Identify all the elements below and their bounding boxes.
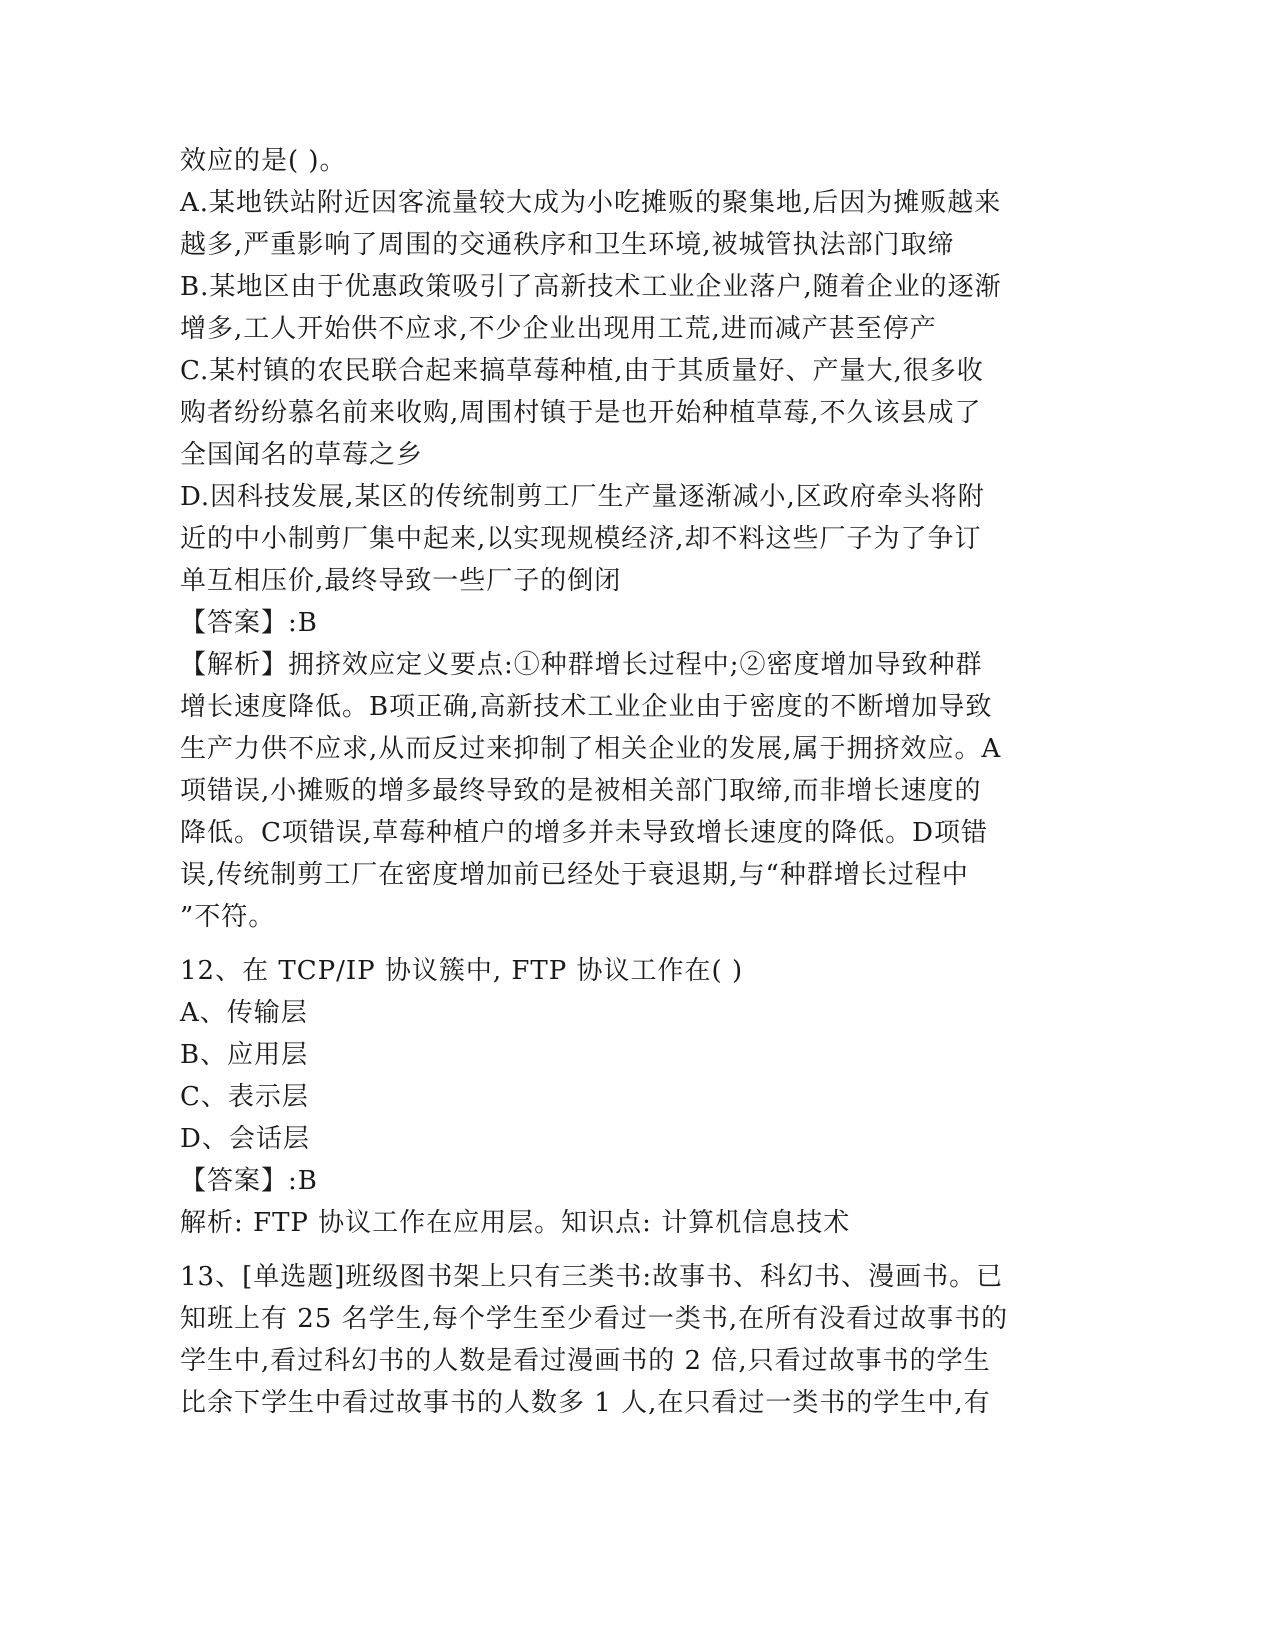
section-gap bbox=[180, 938, 1040, 950]
section-gap bbox=[180, 1244, 1040, 1256]
q13-line-3: 学生中,看过科幻书的人数是看过漫画书的 2 倍,只看过故事书的学生 bbox=[180, 1346, 991, 1376]
q11-option-a-line-2: 越多,严重影响了周围的交通秩序和卫生环境,被城管执法部门取缔 bbox=[180, 230, 955, 260]
page-content bbox=[180, 140, 1040, 1424]
q12-analysis: 解析: FTP 协议工作在应用层。知识点: 计算机信息技术 bbox=[180, 1208, 851, 1238]
q11-option-b-line-2: 增多,工人开始供不应求,不少企业出现用工荒,进而减产甚至停产 bbox=[180, 314, 937, 344]
q11-analysis-line-2: 增长速度降低。B项正确,高新技术工业企业由于密度的不断增加导致 bbox=[180, 692, 993, 722]
q11-stem-tail: 效应的是( )。 bbox=[180, 146, 347, 176]
q11-option-d-line-1: D.因科技发展,某区的传统制剪工厂生产量逐渐减小,区政府牵头将附 bbox=[180, 482, 985, 512]
q12-option-b: B、应用层 bbox=[180, 1040, 309, 1070]
q12-option-a: A、传输层 bbox=[180, 998, 308, 1028]
q11-option-a-line-1: A.某地铁站附近因客流量较大成为小吃摊贩的聚集地,后因为摊贩越来 bbox=[180, 188, 1002, 218]
q11-option-c-line-2: 购者纷纷慕名前来收购,周围村镇于是也开始种植草莓,不久该县成了 bbox=[180, 398, 982, 428]
q11-analysis-line-7: ”不符。 bbox=[180, 902, 276, 932]
q11-analysis-line-5: 降低。C项错误,草莓种植户的增多并未导致增长速度的降低。D项错 bbox=[180, 818, 989, 848]
q12-option-d: D、会话层 bbox=[180, 1124, 310, 1154]
q12-answer: 【答案】:B bbox=[180, 1166, 318, 1196]
q13-line-2: 知班上有 25 名学生,每个学生至少看过一类书,在所有没看过故事书的 bbox=[180, 1304, 1009, 1334]
q12-option-c: C、表示层 bbox=[180, 1082, 309, 1112]
q11-option-c-line-1: C.某村镇的农民联合起来搞草莓种植,由于其质量好、产量大,很多收 bbox=[180, 356, 984, 386]
q12-stem: 12、在 TCP/IP 协议簇中, FTP 协议工作在( ) bbox=[180, 956, 744, 986]
q11-analysis-line-1: 【解析】拥挤效应定义要点:①种群增长过程中;②密度增加导致种群 bbox=[180, 650, 983, 680]
q13-line-4: 比余下学生中看过故事书的人数多 1 人,在只看过一类书的学生中,有 bbox=[180, 1388, 991, 1418]
q11-option-d-line-2: 近的中小制剪厂集中起来,以实现规模经济,却不料这些厂子为了争订 bbox=[180, 524, 982, 554]
q13-line-1: 13、[单选题]班级图书架上只有三类书:故事书、科幻书、漫画书。已 bbox=[180, 1262, 1004, 1292]
q11-option-c-line-3: 全国闻名的草莓之乡 bbox=[180, 440, 424, 470]
q11-answer: 【答案】:B bbox=[180, 608, 318, 638]
q11-option-b-line-1: B.某地区由于优惠政策吸引了高新技术工业企业落户,随着企业的逐渐 bbox=[180, 272, 1002, 302]
q11-option-d-line-3: 单互相压价,最终导致一些厂子的倒闭 bbox=[180, 566, 622, 596]
q11-analysis-line-6: 误,传统制剪工厂在密度增加前已经处于衰退期,与“种群增长过程中 bbox=[180, 860, 969, 890]
q11-analysis-line-4: 项错误,小摊贩的增多最终导致的是被相关部门取缔,而非增长速度的 bbox=[180, 776, 982, 806]
q11-analysis-line-3: 生产力供不应求,从而反过来抑制了相关企业的发展,属于拥挤效应。A bbox=[180, 734, 1002, 764]
